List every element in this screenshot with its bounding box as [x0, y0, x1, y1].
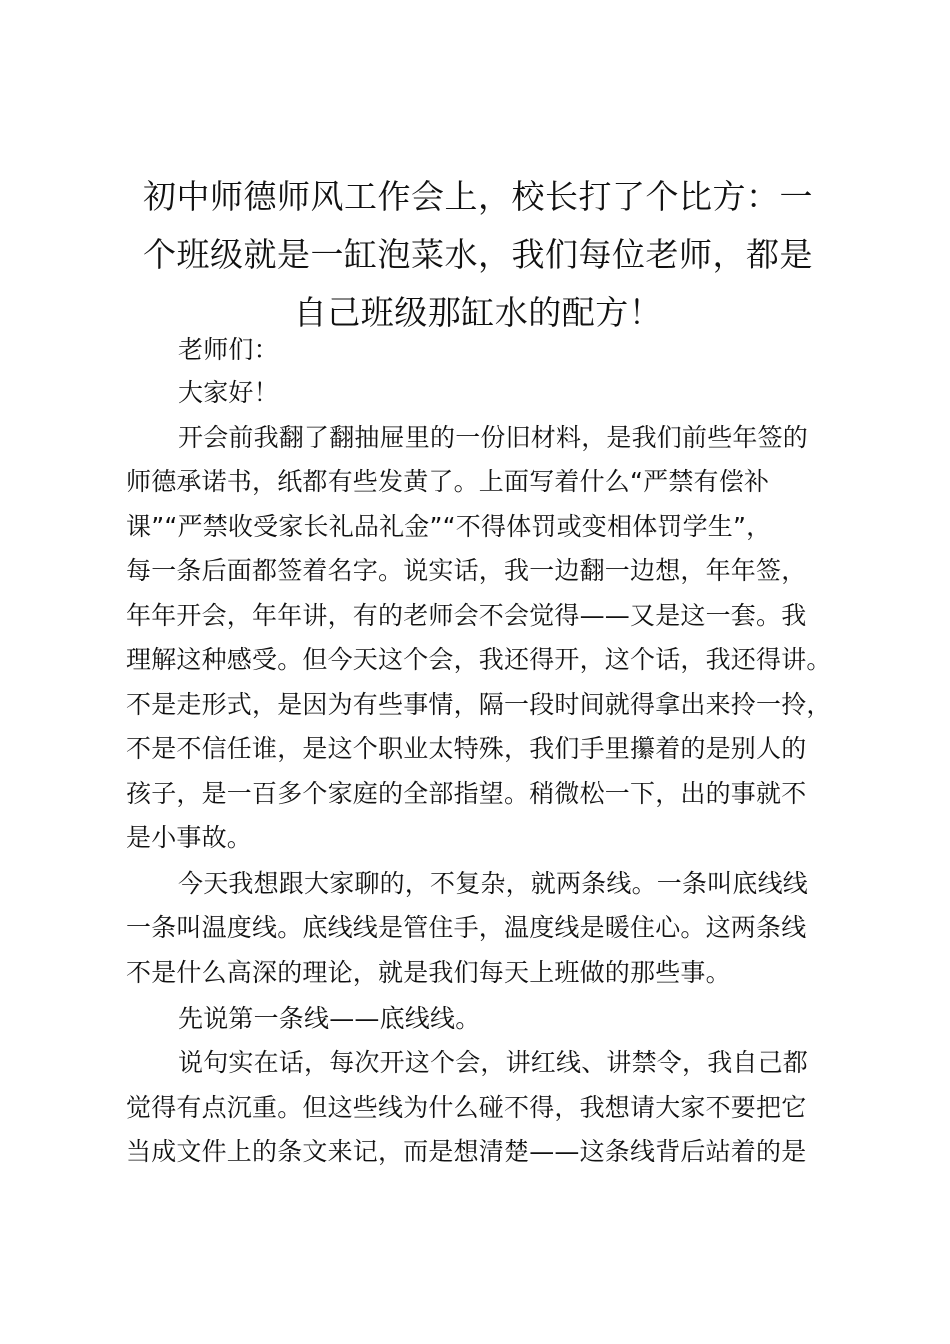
- paragraph-2-line-1: 今天我想跟大家聊的，不复杂，就两条线。一条叫底线线: [178, 869, 809, 898]
- paragraph-1-line-5: 年年开会，年年讲，有的老师会不会觉得——又是这一套。我: [126, 601, 807, 630]
- paragraph-3-line-1: 说句实在话，每次开这个会，讲红线、讲禁令，我自己都: [178, 1048, 809, 1077]
- paragraph-1-line-9: 孩子，是一百多个家庭的全部指望。稍微松一下，出的事就不: [126, 779, 807, 808]
- paragraph-1-line-1: 开会前我翻了翻抽屉里的一份旧材料，是我们前些年签的: [178, 423, 809, 452]
- greeting: 大家好！: [178, 378, 279, 407]
- paragraph-3-line-2: 觉得有点沉重。但这些线为什么碰不得，我想请大家不要把它: [126, 1093, 807, 1122]
- paragraph-1-line-6: 理解这种感受。但今天这个会，我还得开，这个话，我还得讲。: [126, 645, 832, 674]
- paragraph-2-line-2: 一条叫温度线。底线线是管住手，温度线是暖住心。这两条线: [126, 913, 807, 942]
- paragraph-1-line-8: 不是不信任谁，是这个职业太特殊，我们手里攥着的是别人的: [126, 734, 807, 763]
- document-title: [118, 168, 838, 342]
- paragraph-1-line-2: 师德承诺书，纸都有些发黄了。上面写着什么“严禁有偿补: [126, 467, 770, 496]
- section-heading: 先说第一条线——底线线。: [178, 1004, 481, 1033]
- paragraph-2-line-3: 不是什么高深的理论，就是我们每天上班做的那些事。: [126, 958, 731, 987]
- paragraph-1-line-10: 是小事故。: [126, 823, 253, 852]
- title-line-2: 个班级就是一缸泡菜水，我们每位老师，都是: [143, 235, 813, 274]
- paragraph-3-line-3: 当成文件上的条文来记，而是想清楚——这条线背后站着的是: [126, 1137, 807, 1166]
- paragraph-1-line-3: 课”“严禁收受家长礼品礼金”“不得体罚或变相体罚学生”，: [126, 512, 772, 541]
- paragraph-1-line-4: 每一条后面都签着名字。说实话，我一边翻一边想，年年签，: [126, 556, 807, 585]
- paragraph-1-line-7: 不是走形式，是因为有些事情，隔一段时间就得拿出来拎一拎，: [126, 690, 832, 719]
- title-line-3: 自己班级那缸水的配方！: [293, 293, 663, 332]
- title-line-1: 初中师德师风工作会上，校长打了个比方：一: [143, 177, 813, 216]
- salutation: 老师们：: [178, 335, 279, 364]
